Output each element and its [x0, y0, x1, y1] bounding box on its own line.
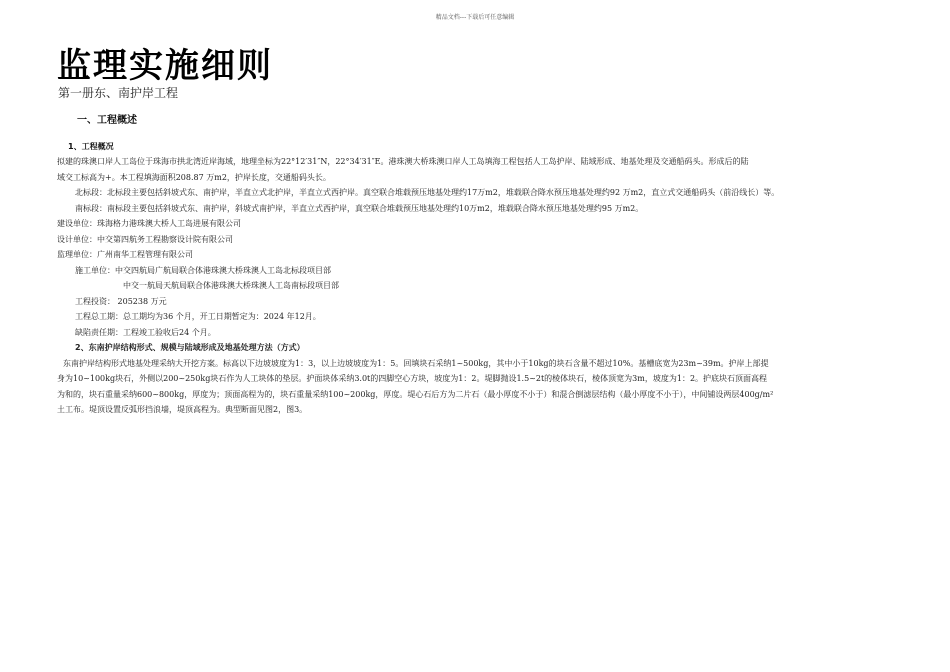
- document-subtitle: 第一册东、南护岸工程: [58, 86, 179, 100]
- duration-line: 工程总工期：总工期均为36 个月，开工日期暂定为：2024 年12月。: [75, 312, 321, 321]
- contractor-line: 施工单位：中交四航局广航局联合体港珠澳大桥珠澳人工岛北标段项目部: [75, 265, 331, 275]
- subsection-heading-overview: 1、工程概况: [68, 142, 114, 151]
- overview-line: 域交工标高为+。本工程填海面积208.87 万m2，护岸长度，交通船码头长。: [57, 172, 331, 182]
- document-title: 监理实施细则: [57, 46, 273, 86]
- supervisor-line: 监理单位：广州南华工程管理有限公司: [57, 250, 193, 259]
- structure-line: 土工布。堤顶设置反弧形挡浪墙，堤顶高程为。典型断面见图2，图3。: [57, 405, 308, 414]
- south-section-line: 南标段：南标段主要包括斜坡式东、南护岸，斜坡式南护岸，半直立式西护岸，真空联合堆载预压地基处理约10万m2，堆载联合降水预压地基处理约95 万m2。: [75, 203, 644, 213]
- investment-line: 工程投资： 205238 万元: [75, 296, 167, 306]
- warranty-line: 缺陷责任期：工程竣工验收后24 个月。: [75, 327, 216, 337]
- owner-line: 建设单位：珠海格力港珠澳大桥人工岛进展有限公司: [57, 219, 241, 228]
- contractor-line-2: 中交一航局天航局联合体港珠澳大桥珠澳人工岛南标段项目部: [123, 281, 339, 290]
- overview-body: [57, 154, 907, 418]
- structure-line: 为和的，块石重量采纳600~800kg，厚度为；顶面高程为的，块石重量采纳100~200kg，厚度。堤心石后方为二片石（最小厚度不小于）和混合倒滤层结构（最小厚度不小于），中间铺设两层400g/m²: [57, 389, 774, 399]
- structure-line: 东南护岸结构形式地基处理采纳大开挖方案。标高以下边坡坡度为1：3，以上边坡坡度为1：5。回填块石采纳1~500kg，其中小于10kg的块石含量不超过10%。基槽底宽为23m~39m。护岸上部提: [63, 358, 769, 368]
- overview-line: 拟建的珠澳口岸人工岛位于珠海市拱北湾近岸海域，地理坐标为22°12′31″N，22°34′31″E。港珠澳大桥珠澳口岸人工岛填海工程包括人工岛护岸、陆域形成、地基处理及交通船码头。形成后的陆: [57, 157, 749, 166]
- section-heading-overview: 一、工程概述: [77, 115, 137, 126]
- structure-line: 身为10~100kg块石，外侧以200~250kg块石作为人工块体的垫层。护面块体采纳3.0t的四脚空心方块，坡度为1：2。堤脚抛设1.5~2t的棱体块石，棱体顶宽为3m，坡度为1：2。护底块石顶面高程: [57, 374, 768, 383]
- page-header-note: 精品文档---下载后可任意编辑: [435, 14, 515, 21]
- north-section-line: 北标段：北标段主要包括斜坡式东、南护岸，半直立式北护岸，半直立式西护岸。真空联合堆载预压地基处理约17万m2，堆载联合降水预压地基处理约92 万m2，直立式交通船码头（前沿线长）等。: [75, 188, 780, 197]
- subsection-heading-structure: 2、东南护岸结构形式、规模与陆域形成及地基处理方法（方式）: [75, 343, 305, 352]
- designer-line: 设计单位：中交第四航务工程勘察设计院有限公司: [57, 234, 233, 244]
